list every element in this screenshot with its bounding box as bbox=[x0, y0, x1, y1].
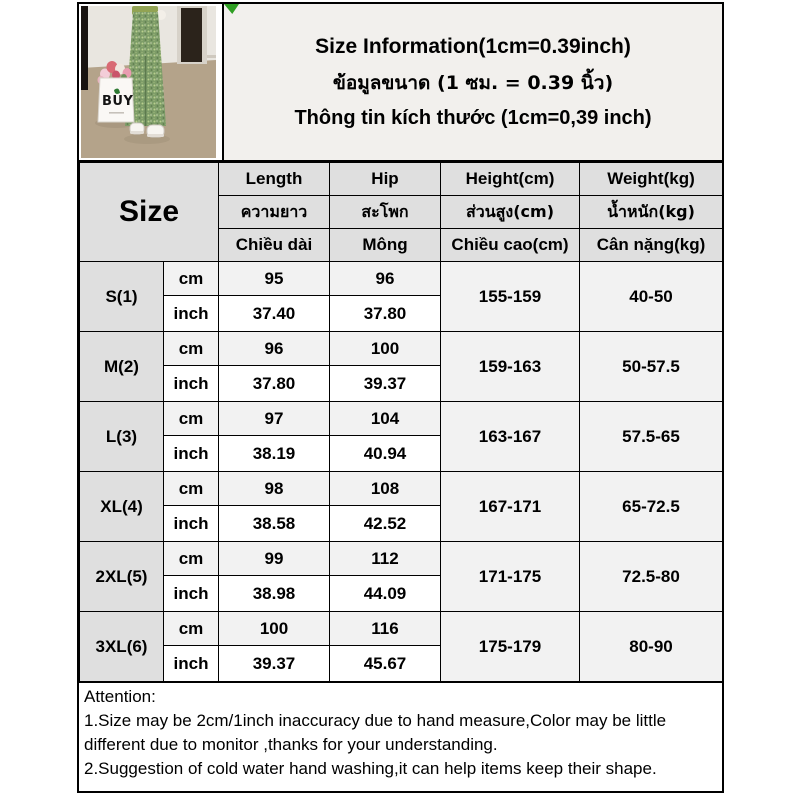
unit-cell-inch: inch bbox=[164, 576, 219, 612]
table-row bbox=[80, 472, 723, 506]
size-cell: M(2) bbox=[80, 332, 164, 402]
unit-cell-inch: inch bbox=[164, 436, 219, 472]
attention-note: 1.Size may be 2cm/1inch inaccuracy due to hand measure,Color may be little different due to monitor ,thanks for your understanding. bbox=[84, 711, 667, 755]
length-inch-cell: 37.40 bbox=[219, 296, 330, 332]
product-photo bbox=[79, 4, 224, 160]
title-line-vietnamese: Thông tin kích thước (1cm=0,39 inch) bbox=[294, 106, 652, 129]
height-cell: 171-175 bbox=[441, 542, 580, 612]
hip-cm-cell: 100 bbox=[330, 332, 441, 366]
unit-cell-inch: inch bbox=[164, 506, 219, 542]
size-cell: 3XL(6) bbox=[80, 612, 164, 682]
col-header-weight-vi: Cân nặng(kg) bbox=[580, 229, 723, 262]
size-cell: XL(4) bbox=[80, 472, 164, 542]
table-row bbox=[80, 332, 723, 366]
unit-cell-cm: cm bbox=[164, 402, 219, 436]
attention-note: 2.Suggestion of cold water hand washing,it can help items keep their shape. bbox=[84, 759, 657, 779]
hip-inch-cell: 44.09 bbox=[330, 576, 441, 612]
length-inch-cell: 39.37 bbox=[219, 646, 330, 682]
unit-cell-inch: inch bbox=[164, 646, 219, 682]
height-cell: 175-179 bbox=[441, 612, 580, 682]
hip-cm-cell: 104 bbox=[330, 402, 441, 436]
table-row bbox=[80, 612, 723, 646]
weight-cell: 57.5-65 bbox=[580, 402, 723, 472]
hip-inch-cell: 37.80 bbox=[330, 296, 441, 332]
bag-text: BUY bbox=[102, 94, 134, 109]
product-photo-illustration bbox=[81, 6, 216, 158]
weight-cell: 40-50 bbox=[580, 262, 723, 332]
attention-heading: Attention: bbox=[84, 687, 156, 706]
col-header-weight-en: Weight(kg) bbox=[580, 163, 723, 196]
col-header-length-vi: Chiều dài bbox=[219, 229, 330, 262]
length-cm-cell: 96 bbox=[219, 332, 330, 366]
size-info-sheet bbox=[77, 2, 724, 793]
pillar bbox=[81, 6, 88, 90]
length-cm-cell: 98 bbox=[219, 472, 330, 506]
hip-cm-cell: 108 bbox=[330, 472, 441, 506]
size-header-cell: Size bbox=[80, 163, 219, 262]
col-header-hip-th: สะโพก bbox=[330, 196, 441, 229]
col-header-length-en: Length bbox=[219, 163, 330, 196]
length-cm-cell: 95 bbox=[219, 262, 330, 296]
col-header-height-en: Height(cm) bbox=[441, 163, 580, 196]
size-cell: 2XL(5) bbox=[80, 542, 164, 612]
hip-inch-cell: 40.94 bbox=[330, 436, 441, 472]
length-inch-cell: 38.58 bbox=[219, 506, 330, 542]
height-cell: 167-171 bbox=[441, 472, 580, 542]
length-inch-cell: 37.80 bbox=[219, 366, 330, 402]
weight-cell: 65-72.5 bbox=[580, 472, 723, 542]
shopping-bag bbox=[98, 78, 134, 122]
attention-section bbox=[79, 682, 722, 791]
length-inch-cell: 38.19 bbox=[219, 436, 330, 472]
hip-cm-cell: 96 bbox=[330, 262, 441, 296]
height-cell: 163-167 bbox=[441, 402, 580, 472]
height-cell: 159-163 bbox=[441, 332, 580, 402]
col-header-height-th: ส่วนสูง(cm) bbox=[441, 196, 580, 229]
height-cell: 155-159 bbox=[441, 262, 580, 332]
size-table bbox=[79, 162, 723, 682]
hip-inch-cell: 45.67 bbox=[330, 646, 441, 682]
unit-cell-cm: cm bbox=[164, 472, 219, 506]
col-header-length-th: ความยาว bbox=[219, 196, 330, 229]
hip-cm-cell: 112 bbox=[330, 542, 441, 576]
col-header-hip-en: Hip bbox=[330, 163, 441, 196]
unit-cell-inch: inch bbox=[164, 296, 219, 332]
hip-inch-cell: 42.52 bbox=[330, 506, 441, 542]
size-info-title bbox=[224, 4, 722, 160]
unit-cell-inch: inch bbox=[164, 366, 219, 402]
unit-cell-cm: cm bbox=[164, 542, 219, 576]
unit-cell-cm: cm bbox=[164, 262, 219, 296]
top-section bbox=[79, 4, 722, 162]
hip-cm-cell: 116 bbox=[330, 612, 441, 646]
green-corner-marker-icon bbox=[224, 4, 239, 14]
unit-cell-cm: cm bbox=[164, 332, 219, 366]
weight-cell: 80-90 bbox=[580, 612, 723, 682]
length-inch-cell: 38.98 bbox=[219, 576, 330, 612]
col-header-hip-vi: Mông bbox=[330, 229, 441, 262]
col-header-weight-th: น้ำหนัก(kg) bbox=[580, 196, 723, 229]
size-cell: S(1) bbox=[80, 262, 164, 332]
length-cm-cell: 97 bbox=[219, 402, 330, 436]
table-row bbox=[80, 262, 723, 296]
col-header-height-vi: Chiều cao(cm) bbox=[441, 229, 580, 262]
weight-cell: 72.5-80 bbox=[580, 542, 723, 612]
unit-cell-cm: cm bbox=[164, 612, 219, 646]
title-line-thai: ข้อมูลขนาด (1 ซม. = 0.39 นิ้ว) bbox=[332, 71, 614, 94]
weight-cell: 50-57.5 bbox=[580, 332, 723, 402]
length-cm-cell: 99 bbox=[219, 542, 330, 576]
title-line-english: Size Information(1cm=0.39inch) bbox=[315, 34, 631, 58]
hip-inch-cell: 39.37 bbox=[330, 366, 441, 402]
size-cell: L(3) bbox=[80, 402, 164, 472]
table-row bbox=[80, 542, 723, 576]
table-row bbox=[80, 402, 723, 436]
length-cm-cell: 100 bbox=[219, 612, 330, 646]
